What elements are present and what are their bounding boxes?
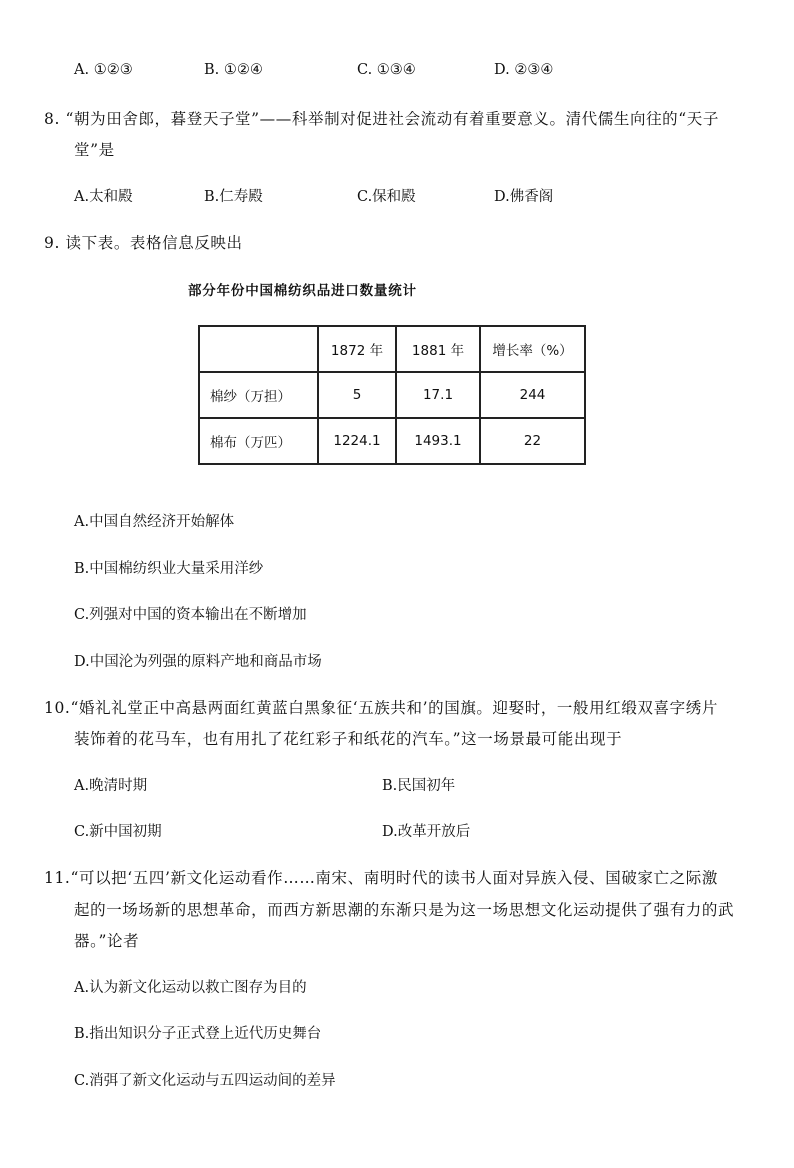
- q11-option-b: B.指出知识分子正式登上近代历史舞台: [74, 1026, 322, 1042]
- import-statistics-table: [198, 325, 586, 465]
- q10-option-c: C.新中国初期: [74, 824, 162, 840]
- table-cell: 5: [318, 372, 396, 418]
- table-row: [199, 372, 585, 418]
- table-cell: 22: [480, 418, 585, 464]
- q11-option-a: A.认为新文化运动以救亡图存为目的: [74, 980, 307, 996]
- q10-option-a: A.晚清时期: [74, 778, 148, 794]
- table-row: [199, 418, 585, 464]
- q10-option-b: B.民国初年: [382, 778, 456, 794]
- table-header-cell: [199, 326, 318, 372]
- q10-stem-line-1: 10.“婚礼礼堂正中高悬两面红黄蓝白黑象征‘五族共和’的国旗。迎娶时，一般用红缎双喜字绣片: [44, 699, 718, 717]
- q9-stem: 9. 读下表。表格信息反映出: [44, 234, 243, 252]
- table-cell: 1224.1: [318, 418, 396, 464]
- q11-stem-line-1: 11.“可以把‘五四’新文化运动看作……南宋、南明时代的读书人面对异族入侵、国破家亡之际激: [44, 869, 718, 887]
- q8-stem-line-1: 8. “朝为田舍郎，暮登天子堂”——科举制对促进社会流动有着重要意义。清代儒生向往的“天子: [44, 110, 719, 128]
- q9-option-d: D.中国沦为列强的原料产地和商品市场: [74, 654, 322, 670]
- table-header-cell: 增长率（%）: [480, 326, 585, 372]
- q7-option-c: C. ①③④: [357, 62, 416, 78]
- q10-option-d: D.改革开放后: [382, 824, 471, 840]
- table-caption: 部分年份中国棉纺织品进口数量统计: [188, 283, 417, 299]
- table-row-header: 棉纱（万担）: [199, 372, 318, 418]
- q8-stem-line-2: 堂”是: [74, 141, 115, 159]
- q9-option-b: B.中国棉纺织业大量采用洋纱: [74, 561, 264, 577]
- q8-option-d: D.佛香阁: [494, 189, 554, 205]
- q11-stem-line-2: 起的一场场新的思想革命，而西方新思潮的东渐只是为这一场思想文化运动提供了强有力的武: [74, 901, 735, 919]
- q8-option-b: B.仁寿殿: [204, 189, 263, 205]
- q8-option-c: C.保和殿: [357, 189, 416, 205]
- q11-option-c: C.消弭了新文化运动与五四运动间的差异: [74, 1073, 336, 1089]
- table-row-header: 棉布（万匹）: [199, 418, 318, 464]
- table-cell: 1493.1: [396, 418, 480, 464]
- q10-stem-line-2: 装饰着的花马车，也有用扎了花红彩子和纸花的汽车。”这一场景最可能出现于: [74, 730, 623, 748]
- q7-option-d: D. ②③④: [494, 62, 554, 78]
- table-cell: 244: [480, 372, 585, 418]
- q9-option-c: C.列强对中国的资本输出在不断增加: [74, 607, 307, 623]
- table-header-row: [199, 326, 585, 372]
- q11-stem-line-3: 器。”论者: [74, 932, 140, 950]
- table-header-cell: 1872 年: [318, 326, 396, 372]
- table-header-cell: 1881 年: [396, 326, 480, 372]
- q7-option-b: B. ①②④: [204, 62, 263, 78]
- table-cell: 17.1: [396, 372, 480, 418]
- q7-option-a: A. ①②③: [74, 62, 133, 78]
- q9-option-a: A.中国自然经济开始解体: [74, 514, 235, 530]
- q8-option-a: A.太和殿: [74, 189, 133, 205]
